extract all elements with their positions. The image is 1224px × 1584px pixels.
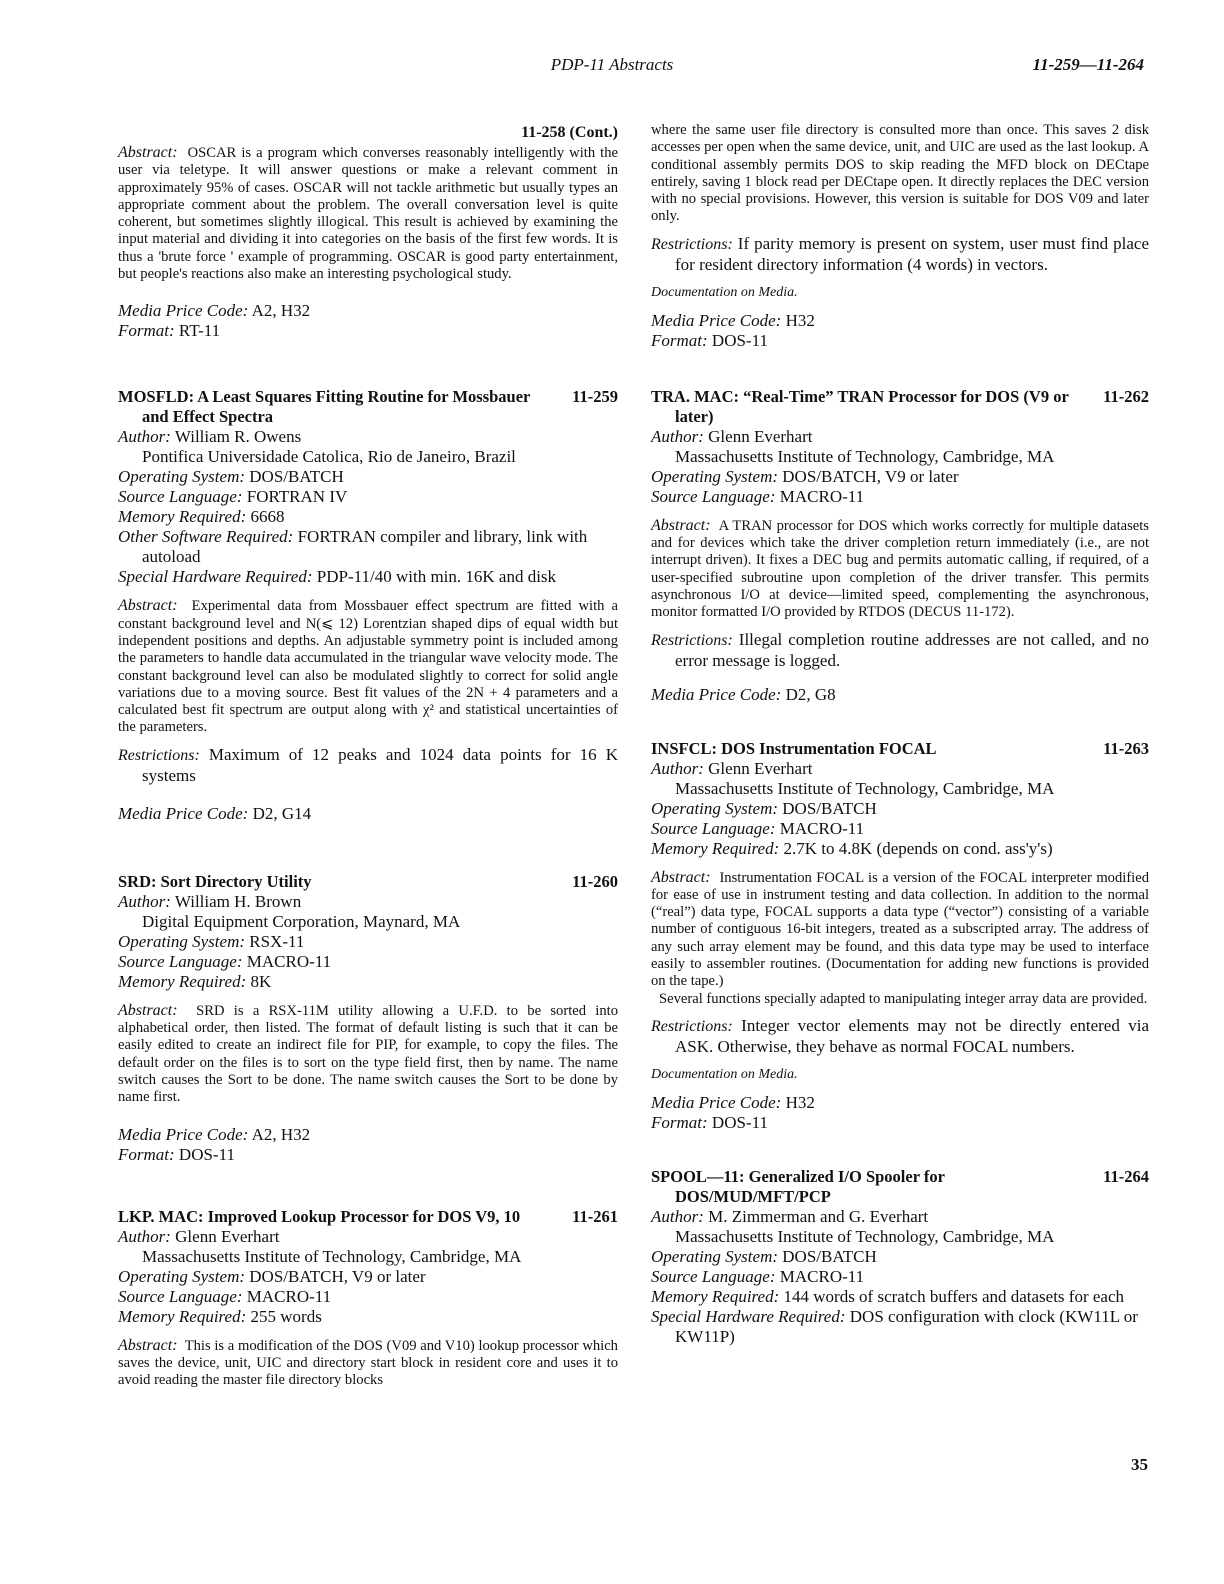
abstract: Abstract: Instrumentation FOCAL is a version of the FOCAL interpreter modified for ease of use in instrument testing and data collection. In addition to the normal (“real”) data type, FOCAL supports a data type (“vector”) consisting of a variable number of contiguous 16-bit integers, treated as a subscripted array. The address of any such array element may be found, and this data type may be used to interface easily to assembler routines. (Documentation for adding new functions is provided on the tape.) (651, 868, 1150, 990)
memory-required: 255 words (250, 1306, 322, 1326)
entry-title: TRA. MAC: “Real-Time” TRAN Processor for DOS (V9 or later) (651, 386, 1069, 426)
author: William R. Owens (174, 427, 302, 447)
abstract: Abstract: OSCAR is a program which converses reasonably intelligently with the user via teletype. It will answer questions or make a relevant comment in approximately 95% of cases. OSCAR will not tackle arithmetic but usually types an appropriate comment about the problem. The overall conversation level is quite coherent, but sometimes slightly illogical. This result is achieved by examining the input material and dividing it into categories on the basis of the first few words. It is thus a 'brute force ' example of programming. OSCAR is good party entertainment, but people's reactions also make an interesting psychological study. (118, 144, 618, 283)
source-language: MACRO-11 (779, 486, 865, 506)
entry-11-264: SPOOL—11: Generalized I/O Spooler for DOS/MUD/MFT/PCP 11-264 Author: M. Zimmerman and G. Everhart Massachusetts Institute of Technology, Cambridge, MA Operating System: DOS/BATCH Source Language: MACRO-11 Memory Required: 144 words of scratch buffers and datasets for each Special Hardware Required: DOS configuration with clock (KW11L or KW11P) (651, 1166, 1149, 1346)
entry-title: LKP. MAC: Improved Lookup Processor for DOS V9, 10 (118, 1206, 521, 1226)
abstract-text: A TRAN processor for DOS which works correctly for multiple datasets and for devices which take the driver completion return immediately (i.e., are not interrupt driven). It fixes a DEC bug and permits automatic calling, if required, of a user-specified subroutine upon completion of the driver transfer. This permits asynchronous I/O at device—limited speed, complementing the asynchronous, monitor formatted I/O provided by RTDOS (DECUS 11-172). (651, 517, 1149, 621)
format: DOS-11 (711, 1112, 768, 1132)
entry-11-261-cont (651, 122, 1149, 351)
entry-11-259: MOSFLD: A Least Squares Fitting Routine for Mossbauer and Effect Spectra 11-259 Author: William R. Owens Pontifica Universidade Catolica, Rio de Janeiro, Brazil Operating System: DOS/BATCH Source Language: FORTRAN IV Memory Required: 6668 Other Software Required: FORTRAN compiler and library, link with autoload Special Hardware Required: PDP-11/40 with min. 16K and disk Abstract: Experimental data from Mossbauer effect spectrum are fitted with a constant background level and N(⩽ 12) Lorentzian shaped dips of equal width but independent positions and depths. An adjustable symmetry point is included among the parameters to handle data accumulated in the triangular wave velocity mode. The constant background level can also be modulated slightly to correct for solid angle variations due to a moving source. Best fit values of the 2N + 4 parameters and a calculated best fit spectrum are output along with χ² and statistical uncertainties of the parameters. Restrictions: Maximum of 12 peaks and 1024 data points for 16 K systems Media Price Code: D2, G14 (118, 387, 619, 823)
abstract: Abstract: This is a modification of the DOS (V09 and V10) lookup processor which saves the device, unit, UIC and directory start block in resident core and uses it to avoid reading the master file directory blocks (118, 1336, 618, 1389)
media-block: Media Price Code: H32 Format: DOS-11 (651, 310, 815, 350)
memory-required: 144 words of scratch buffers and datasets for each (783, 1286, 1125, 1306)
operating-system: DOS/BATCH (782, 1246, 877, 1266)
restrictions: Restrictions: Maximum of 12 peaks and 1024 data points for 16 K systems (118, 744, 619, 785)
restrictions: Restrictions: Illegal completion routine addresses are not called, and no error message is logged. (651, 629, 1150, 670)
special-hardware: PDP-11/40 with min. 16K and disk (316, 567, 557, 587)
media-block: Media Price Code: A2, H32 Format: RT-11 (118, 301, 311, 341)
memory-required: 6668 (250, 507, 285, 527)
entry-11-260: SRD: Sort Directory Utility 11-260 Author: William H. Brown Digital Equipment Corporation, Maynard, MA Operating System: RSX-11 Source Language: MACRO-11 Memory Required: 8K Abstract: SRD is a RSX-11M utility allowing a U.F.D. to be sorted into alphabetical order, then listed. The format of default listing is such that it can be easily edited to create an indirect file for PIP, for example, to copy the files. The default order on the files is to sort on the type field first, then by name. The name switch causes the Sort to be done. The name switch causes the Sort to be done by name first. Media Price Code: A2, H32 Format: DOS-11 (118, 871, 619, 1164)
media-price-code: D2, G8 (785, 684, 836, 704)
entry-title: INSFCL: DOS Instrumentation FOCAL (651, 738, 937, 758)
entry-title-row (118, 1207, 618, 1227)
entry-number: 11-258 (Cont.) (521, 124, 618, 141)
operating-system: DOS/BATCH (249, 467, 344, 487)
entry-11-263: INSFCL: DOS Instrumentation FOCAL 11-263 Author: Glenn Everhart Massachusetts Institute of Technology, Cambridge, MA Operating System: DOS/BATCH Source Language: MACRO-11 Memory Required: 2.7K to 4.8K (depends on cond. ass'y's) Abstract: Instrumentation FOCAL is a version of the FOCAL interpreter modified for ease of use in instrument testing and data collection. In addition to the normal (“real”) data type, FOCAL supports a data type (“vector”) consisting of a variable number of contiguous 16-bit integers, treated as a subscripted array. The address of any such array element may be found, and this data type may be used to interface easily to assembler routines. (Documentation for adding new functions is provided on the tape.) Several functions specially adapted to manipulating integer array data are provided. Restrictions: Integer vector elements may not be directly entered via ASK. Otherwise, they behave as normal FOCAL numbers. Documentation on Media. Media Price Code: H32 Format: DOS-11 (651, 738, 1150, 1132)
author: Glenn Everhart (708, 426, 813, 446)
restrictions: Restrictions: If parity memory is present on system, user must find place for resident directory information (4 words) in vectors. (651, 233, 1149, 274)
abstract-text: Instrumentation FOCAL is a version of the FOCAL interpreter modified for ease of use in instrument testing and data collection. In addition to the normal (“real”) data type, FOCAL supports a data type (“vector”) consisting of a variable number of contiguous 16-bit integers, treated as a subscripted array. The address of any such array element may be found, and this data type may be used to interface easily to assembler routines. (Documentation for adding new functions is provided on the tape.) (651, 869, 1150, 990)
abstract-text: Experimental data from Mossbauer effect spectrum are fitted with a constant background level and N(⩽ 12) Lorentzian shaped dips of equal width but independent positions and depths. An adjustable symmetry point is included among the parameters to handle data accumulated in the triangular wave velocity mode. The constant background level can also be modulated slightly to correct for solid angle variations due to a moving source. Best fit values of the 2N + 4 parameters and a calculated best fit spectrum are output along with χ² and statistical uncertainties of the parameters. (118, 598, 619, 736)
affiliation: Pontifica Universidade Catolica, Rio de Janeiro, Brazil (142, 447, 516, 467)
media-price-code: D2, G14 (252, 803, 312, 823)
entry-number: 11-263 (1103, 738, 1149, 758)
operating-system: RSX-11 (249, 931, 305, 951)
left-column (118, 118, 618, 1389)
entry-number: 11-262 (1103, 386, 1149, 406)
source-language: MACRO-11 (246, 1286, 332, 1306)
abstract: Abstract: Experimental data from Mossbauer effect spectrum are fitted with a constant background level and N(⩽ 12) Lorentzian shaped dips of equal width but independent positions and depths. An adjustable symmetry point is included among the parameters to handle data accumulated in the triangular wave velocity mode. The constant background level can also be modulated slightly to correct for solid angle variations due to a moving source. Best fit values of the 2N + 4 parameters and a calculated best fit spectrum are output along with χ² and statistical uncertainties of the parameters. (118, 597, 619, 736)
entry-number: 11-259 (572, 387, 618, 407)
memory-required: 8K (250, 971, 272, 991)
operating-system: DOS/BATCH, V9 or later (249, 1266, 426, 1286)
abstract-text: This is a modification of the DOS (V09 and V10) lookup processor which saves the device, unit, UIC and directory start block in resident core and uses it to avoid reading the master file directory blocks (118, 1337, 618, 1389)
author: M. Zimmerman and G. Everhart (708, 1206, 929, 1226)
source-language: FORTRAN IV (246, 487, 348, 507)
entry-title: MOSFLD: A Least Squares Fitting Routine for Mossbauer and Effect Spectra (118, 387, 531, 427)
page-number: 35 (1131, 1455, 1148, 1474)
entry-11-258-cont (118, 124, 618, 341)
page-header (0, 55, 1224, 79)
entry-number: 11-264 (1103, 1166, 1149, 1186)
entry-number: 11-260 (572, 871, 618, 891)
source-language: MACRO-11 (246, 951, 332, 971)
documentation-note: Documentation on Media. (651, 1066, 798, 1082)
author: Glenn Everhart (175, 1226, 280, 1246)
abstract: Abstract: SRD is a RSX-11M utility allowing a U.F.D. to be sorted into alphabetical order, then listed. The format of default listing is such that it can be easily edited to create an indirect file for PIP, for example, to copy the files. The default order on the files is to sort on the type field first, then by name. The name switch causes the Sort to be done. The name switch causes the Sort to be done by name first. (118, 1001, 619, 1106)
documentation-note: Documentation on Media. (651, 284, 798, 300)
media-price-code: A2, H32 (251, 1124, 311, 1144)
media-price-code: H32 (785, 310, 815, 330)
entry-title-row (118, 872, 618, 892)
affiliation: Massachusetts Institute of Technology, Cambridge, MA (675, 446, 1055, 466)
media-block: Media Price Code: A2, H32 Format: DOS-11 (118, 1124, 311, 1164)
author: Glenn Everhart (708, 758, 813, 778)
affiliation: Digital Equipment Corporation, Maynard, MA (142, 911, 461, 931)
entry-title-row (651, 739, 1149, 759)
restrictions: Restrictions: Integer vector elements may not be directly entered via ASK. Otherwise, they behave as normal FOCAL numbers. (651, 1015, 1150, 1056)
entry-title-row (651, 387, 1149, 427)
entry-title-row (651, 1167, 1149, 1207)
media-block: Media Price Code: D2, G8 (651, 684, 836, 704)
affiliation: Massachusetts Institute of Technology, Cambridge, MA (675, 1226, 1055, 1246)
entry-number: 11-261 (572, 1206, 618, 1226)
entry-11-262: TRA. MAC: “Real-Time” TRAN Processor for DOS (V9 or later) 11-262 Author: Glenn Everhart Massachusetts Institute of Technology, Cambridge, MA Operating System: DOS/BATCH, V9 or later Source Language: MACRO-11 Abstract: A TRAN processor for DOS which works correctly for multiple datasets and for devices which take the driver completion return immediately (i.e., are not interrupt driven). It fixes a DEC bug and permits automatic calling, if required, of a user-specified subroutine upon completion of the driver transfer. This permits asynchronous I/O at device—limited speed, complementing the asynchronous, monitor formatted I/O provided by RTDOS (DECUS 11-172). Restrictions: Illegal completion routine addresses are not called, and no error message is logged. Media Price Code: D2, G8 (651, 386, 1150, 704)
source-language: MACRO-11 (779, 1266, 865, 1286)
other-software: FORTRAN compiler and library, link with autoload (142, 527, 588, 567)
special-hardware: DOS configuration with clock (KW11L or KW11P) (675, 1306, 1138, 1346)
format: DOS-11 (178, 1144, 235, 1164)
entry-title-row (118, 387, 618, 427)
format: DOS-11 (711, 330, 768, 350)
abstract-text: OSCAR is a program which converses reasonably intelligently with the user via teletype. It will answer questions or make a relevant comment in approximately 95% of cases. OSCAR will not tackle arithmetic but usually types an appropriate comment about the problem. The overall conversation level is quite coherent, but sometimes slightly illogical. This result is achieved by examining the input material and dividing it into categories on the basis of the first few words. It is thus a 'brute force ' example of programming. OSCAR is good party entertainment, but people's reactions also make an interesting psychological study. (118, 145, 618, 283)
abstract-text: SRD is a RSX-11M utility allowing a U.F.D. to be sorted into alphabetical order, then listed. The format of default listing is such that it can be easily edited to create an indirect file for PIP, for example, to copy the files. The default order on the files is to sort on the type field first, then by name. The name switch causes the Sort to be done. The name switch causes the Sort to be done by name first. (118, 1002, 619, 1106)
affiliation: Massachusetts Institute of Technology, Cambridge, MA (675, 778, 1055, 798)
running-title: PDP-11 Abstracts (550, 55, 674, 74)
format: RT-11 (178, 321, 221, 341)
media-block: Media Price Code: D2, G14 (118, 803, 312, 823)
memory-required: 2.7K to 4.8K (depends on cond. ass'y's) (783, 838, 1053, 858)
abstract: Abstract: A TRAN processor for DOS which works correctly for multiple datasets and for devices which take the driver completion return immediately (i.e., are not interrupt driven). It fixes a DEC bug and permits automatic calling, if required, of a user-specified subroutine upon completion of the driver transfer. This permits asynchronous I/O at device—limited speed, complementing the asynchronous, monitor formatted I/O provided by RTDOS (DECUS 11-172). (651, 516, 1149, 621)
operating-system: DOS/BATCH, V9 or later (782, 466, 959, 486)
abstract-paragraph-2: Several functions specially adapted to manipulating integer array data are provided. (659, 990, 1148, 1007)
entry-title: SRD: Sort Directory Utility (118, 871, 312, 891)
media-block: Media Price Code: H32 Format: DOS-11 (651, 1092, 815, 1132)
right-column (651, 122, 1149, 1347)
entry-11-261: LKP. MAC: Improved Lookup Processor for DOS V9, 10 11-261 Author: Glenn Everhart Massachusetts Institute of Technology, Cambridge, MA Operating System: DOS/BATCH, V9 or later Source Language: MACRO-11 Memory Required: 255 words Abstract: This is a modification of the DOS (V09 and V10) lookup processor which saves the device, unit, UIC and directory start block in resident core and uses it to avoid reading the master file directory blocks (118, 1206, 618, 1389)
media-price-code: H32 (785, 1092, 815, 1112)
affiliation: Massachusetts Institute of Technology, Cambridge, MA (142, 1246, 522, 1266)
abstract-continued: where the same user file directory is consulted more than once. This saves 2 disk accesses per open when the same device, unit, and UIC are used as the last lookup. A conditional assembly permits DOS to skip reading the MFD block on DECtape entirely, saving 1 block read per DECtape open. It directly replaces the DEC version with no special provisions. However, this version is suitable for DOS V09 and later only. (651, 122, 1149, 225)
media-price-code: A2, H32 (251, 301, 311, 321)
source-language: MACRO-11 (779, 818, 865, 838)
operating-system: DOS/BATCH (782, 798, 877, 818)
entry-title: SPOOL—11: Generalized I/O Spooler for DOS/MUD/MFT/PCP (651, 1166, 945, 1206)
author: William H. Brown (174, 891, 302, 911)
abstract-label: Abstract (118, 144, 173, 161)
page-range: 11-259—11-264 (1032, 55, 1144, 74)
